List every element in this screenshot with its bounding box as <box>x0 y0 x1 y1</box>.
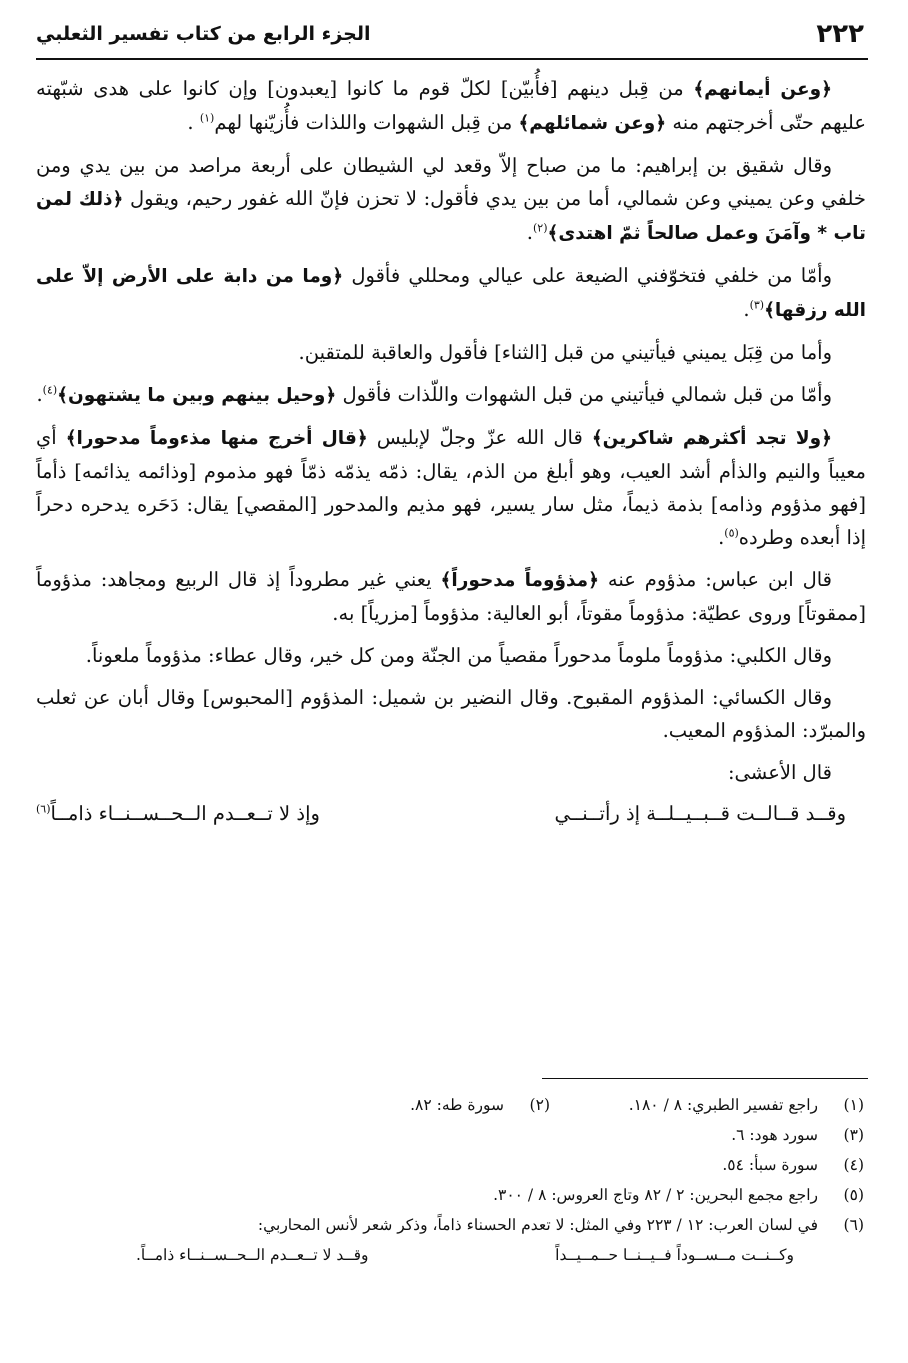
running-title: الجزء الرابع من كتاب تفسير الثعلبي <box>36 23 371 45</box>
footnote-row <box>36 1210 864 1240</box>
paragraph-text: وأمّا من قبل شمالي فيأتيني من قبل الشهوات واللّذات فأقول <box>336 383 832 406</box>
footnote-text: راجع تفسير الطبري: ٨ / ١٨٠. <box>628 1096 818 1114</box>
footnotes <box>36 1090 864 1270</box>
paragraph-text: قال الله عزّ وجلّ لإبليس <box>367 426 592 449</box>
footnote-verse <box>36 1240 864 1270</box>
paragraph-7 <box>36 563 866 630</box>
paragraph-1 <box>36 72 866 140</box>
quran-quote: ﴿وما من دابة على الأرض إلاّ على الله رزقها﴾ <box>36 266 866 321</box>
footnote-rule <box>542 1078 868 1079</box>
footnote-text: راجع مجمع البحرين: ٢ / ٨٢ وتاج العروس: ٨ / ٣٠٠. <box>493 1186 818 1204</box>
footnote-text: سورة طه: ٨٢. <box>410 1096 504 1114</box>
poetry-verse <box>36 797 866 830</box>
page-number: ٢٢٢ <box>816 19 864 49</box>
footnote-text: سورة سبأ: ٥٤. <box>722 1156 818 1174</box>
footnote-text: في لسان العرب: ١٢ / ٢٢٣ وفي المثل: لا تعدم الحسناء ذاماً، وذكر شعر لأنس المحاربي: <box>257 1216 818 1234</box>
paragraph-5 <box>36 378 866 412</box>
footnote-ref[interactable]: (٦) <box>36 802 51 816</box>
footnote-number: (١) <box>843 1096 864 1114</box>
verse-first-hemistich: وقــد قــالــت قــبــيــلــة إذ رأتــنــي <box>554 802 846 825</box>
header-rule <box>36 58 868 60</box>
footnote-ref[interactable]: (٣) <box>749 298 765 312</box>
paragraph-end: . <box>187 111 200 134</box>
footnote-number: (٦) <box>843 1216 864 1234</box>
quran-quote: ﴿وعن شمائلهم﴾ <box>518 113 667 134</box>
footnote-row <box>36 1090 864 1120</box>
footnote-ref[interactable]: (٤) <box>42 383 58 397</box>
paragraph-text: من قِبل الشهوات واللذات فأُزيّنها لهم <box>214 111 519 134</box>
paragraph-text: وقال شقيق بن إبراهيم: ما من صباح إلاّ وقعد لي الشيطان على أربعة مراصد من بين يدي ومن خلفي وعن يميني وعن شمالي، أما من بين يدي فأقول: لا تحزن فإنّ الله غفور رحيم، ويقول <box>36 154 866 210</box>
paragraph-text: وقال الكلبي: مذؤوماً ملوماً مدحوراً مقصياً من الجنّة ومن كل خير، وقال عطاء: مذؤوماً ملعوناً. <box>85 644 832 667</box>
paragraph-text: قال ابن عباس: مذؤوم عنه <box>598 568 832 591</box>
footnote-verse-first: وكــنــت مــســوداً فــيــنــا حــمــيــداً <box>555 1246 794 1264</box>
footnote-verse-second: وقــد لا تــعــدم الــحــســنــاء ذامــاً. <box>136 1246 369 1264</box>
page-header <box>36 8 864 54</box>
paragraph-text: من قِبل دينهم [فأُبيّن] لكلّ قوم ما كانوا [يعبدون] وإن كانوا على هدى شبّهته عليهم حتّى أخرجتهم منه <box>36 77 866 134</box>
quran-quote: ﴿وعن أيمانهم﴾ <box>693 79 832 100</box>
paragraph-text: أي معيباً والنيم والذأم أشد العيب، وهو أبلغ من الذم، يقال: ذمّه يذمّه ذمّاً فهو مذموم [وذائمه يذائمه] ذأماً [فهو مذؤوم وذامه] بذمة ذيماً، مثل سار يسير، فهو مذيم والمدحور [المقصي] يقال: دَحَره يدحره دحراً إذا أبعده وطرده <box>36 426 866 549</box>
footnote-row <box>36 1120 864 1150</box>
paragraph-6 <box>36 421 866 554</box>
paragraph-text: يعني غير مطروداً إذ قال الربيع ومجاهد: مذؤوماً [ممقوتاً] وروى عطيّة: مذؤوماً مقوتاً، أبو العالية: مذؤوماً [مزرياً] به. <box>36 568 866 625</box>
verse-label: قال الأعشى: <box>727 761 832 784</box>
paragraph-end: . <box>718 526 725 549</box>
paragraph-text: وأما من قِبَل يميني فيأتيني من قبل [الثناء] فأقول والعاقبة للمتقين. <box>298 341 832 364</box>
paragraph-9 <box>36 681 866 747</box>
verse-second-text: وإذ لا تــعــدم الــحــســنــاء ذامــاً <box>50 802 320 825</box>
footnote-row <box>36 1150 864 1180</box>
paragraph-4 <box>36 336 866 369</box>
paragraph-8 <box>36 639 866 672</box>
paragraph-end: . <box>36 383 43 406</box>
quran-quote: ﴿ذلك لمن تاب * وآمَنَ وعمل صالحاً ثمّ اهتدى﴾ <box>36 189 866 244</box>
paragraph-end: . <box>526 221 533 244</box>
footnote-ref[interactable]: (٥) <box>724 526 739 540</box>
quran-quote: ﴿قال أخرج منها مذءوماً مدحورا﴾ <box>65 428 368 449</box>
quran-quote: ﴿ولا تجد أكثرهم شاكرين﴾ <box>591 428 832 449</box>
quran-quote: ﴿وحيل بينهم وبين ما يشتهون﴾ <box>57 385 337 406</box>
paragraph-end: . <box>743 298 750 321</box>
footnote-ref[interactable]: (٢) <box>532 221 548 235</box>
footnote-row <box>36 1180 864 1210</box>
footnote-number: (٣) <box>843 1126 864 1144</box>
footnote-number: (٤) <box>843 1156 864 1174</box>
quran-quote: ﴿مذؤوماً مدحوراً﴾ <box>440 570 599 591</box>
footnote-ref[interactable]: (١) <box>199 111 215 125</box>
verse-second-hemistich <box>36 797 320 830</box>
paragraph-text: وأمّا من خلفي فتخوّفني الضيعة على عيالي ومحللي فأقول <box>343 264 832 287</box>
footnote-number: (٥) <box>843 1186 864 1204</box>
footnote-text: سورد هود: ٦. <box>731 1126 818 1144</box>
main-text <box>36 72 866 830</box>
footnote-number: (٢) <box>529 1096 550 1114</box>
paragraph-3 <box>36 259 866 327</box>
paragraph-text: وقال الكسائي: المذؤوم المقبوح. وقال النضير بن شميل: المذؤوم [المحبوس] وقال أبان عن ثعلب والمبرّد: المذؤوم المعيب. <box>36 686 866 742</box>
paragraph-2 <box>36 149 866 250</box>
